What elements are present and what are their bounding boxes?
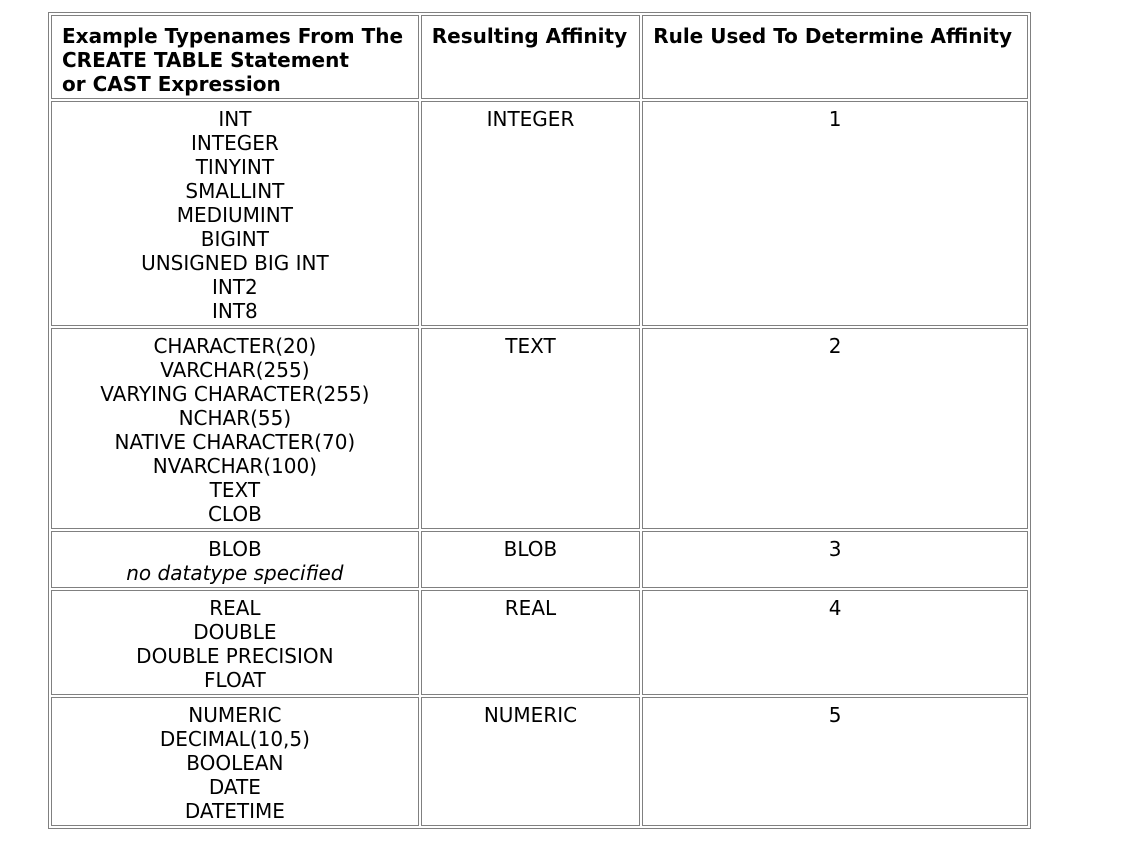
typenames-cell bbox=[51, 328, 419, 529]
typename: NVARCHAR(100) bbox=[152, 454, 318, 478]
typename: CHARACTER(20) bbox=[153, 334, 317, 358]
header-affinity: Resulting Affinity bbox=[421, 15, 640, 99]
header-rule: Rule Used To Determine Affinity bbox=[642, 15, 1028, 99]
rule-cell: 4 bbox=[642, 590, 1028, 695]
header-typenames-line: or CAST Expression bbox=[62, 72, 281, 96]
rule-cell: 2 bbox=[642, 328, 1028, 529]
typename: NATIVE CHARACTER(70) bbox=[114, 430, 356, 454]
affinity-cell: BLOB bbox=[421, 531, 640, 588]
typename: DATE bbox=[208, 775, 261, 799]
table-row bbox=[51, 531, 1028, 588]
typename: VARYING CHARACTER(255) bbox=[100, 382, 370, 406]
typename: TINYINT bbox=[195, 155, 275, 179]
typename: VARCHAR(255) bbox=[160, 358, 310, 382]
affinity-cell: REAL bbox=[421, 590, 640, 695]
typenames-cell bbox=[51, 101, 419, 326]
typename: BOOLEAN bbox=[186, 751, 284, 775]
typenames-cell bbox=[51, 697, 419, 826]
typename: DOUBLE PRECISION bbox=[136, 644, 334, 668]
typename: INT2 bbox=[211, 275, 258, 299]
typename: BIGINT bbox=[200, 227, 269, 251]
table-row bbox=[51, 590, 1028, 695]
typename-note: no datatype specified bbox=[126, 561, 344, 585]
typename: NCHAR(55) bbox=[178, 406, 292, 430]
typename: CLOB bbox=[207, 502, 262, 526]
typename: UNSIGNED BIG INT bbox=[141, 251, 329, 275]
typename: NUMERIC bbox=[188, 703, 282, 727]
typename: REAL bbox=[209, 596, 261, 620]
affinity-cell: INTEGER bbox=[421, 101, 640, 326]
typename: MEDIUMINT bbox=[176, 203, 293, 227]
header-typenames-line: CREATE TABLE Statement bbox=[62, 48, 349, 72]
typename: TEXT bbox=[209, 478, 261, 502]
typename: INTEGER bbox=[191, 131, 279, 155]
table-row bbox=[51, 328, 1028, 529]
typename: DOUBLE bbox=[193, 620, 277, 644]
table-row bbox=[51, 697, 1028, 826]
typename: DATETIME bbox=[184, 799, 285, 823]
typename: DECIMAL(10,5) bbox=[159, 727, 310, 751]
typename: SMALLINT bbox=[185, 179, 285, 203]
header-typenames-line: Example Typenames From The bbox=[62, 24, 404, 48]
typename: FLOAT bbox=[204, 668, 266, 692]
typename: BLOB bbox=[208, 537, 262, 561]
affinity-cell: NUMERIC bbox=[421, 697, 640, 826]
rule-cell: 1 bbox=[642, 101, 1028, 326]
table-row bbox=[51, 101, 1028, 326]
header-row bbox=[51, 15, 1028, 99]
typename: INT8 bbox=[211, 299, 258, 323]
rule-cell: 3 bbox=[642, 531, 1028, 588]
typenames-cell bbox=[51, 531, 419, 588]
typename: INT bbox=[218, 107, 252, 131]
header-typenames bbox=[51, 15, 419, 99]
typenames-cell bbox=[51, 590, 419, 695]
affinity-cell: TEXT bbox=[421, 328, 640, 529]
affinity-table bbox=[48, 12, 1031, 829]
rule-cell: 5 bbox=[642, 697, 1028, 826]
